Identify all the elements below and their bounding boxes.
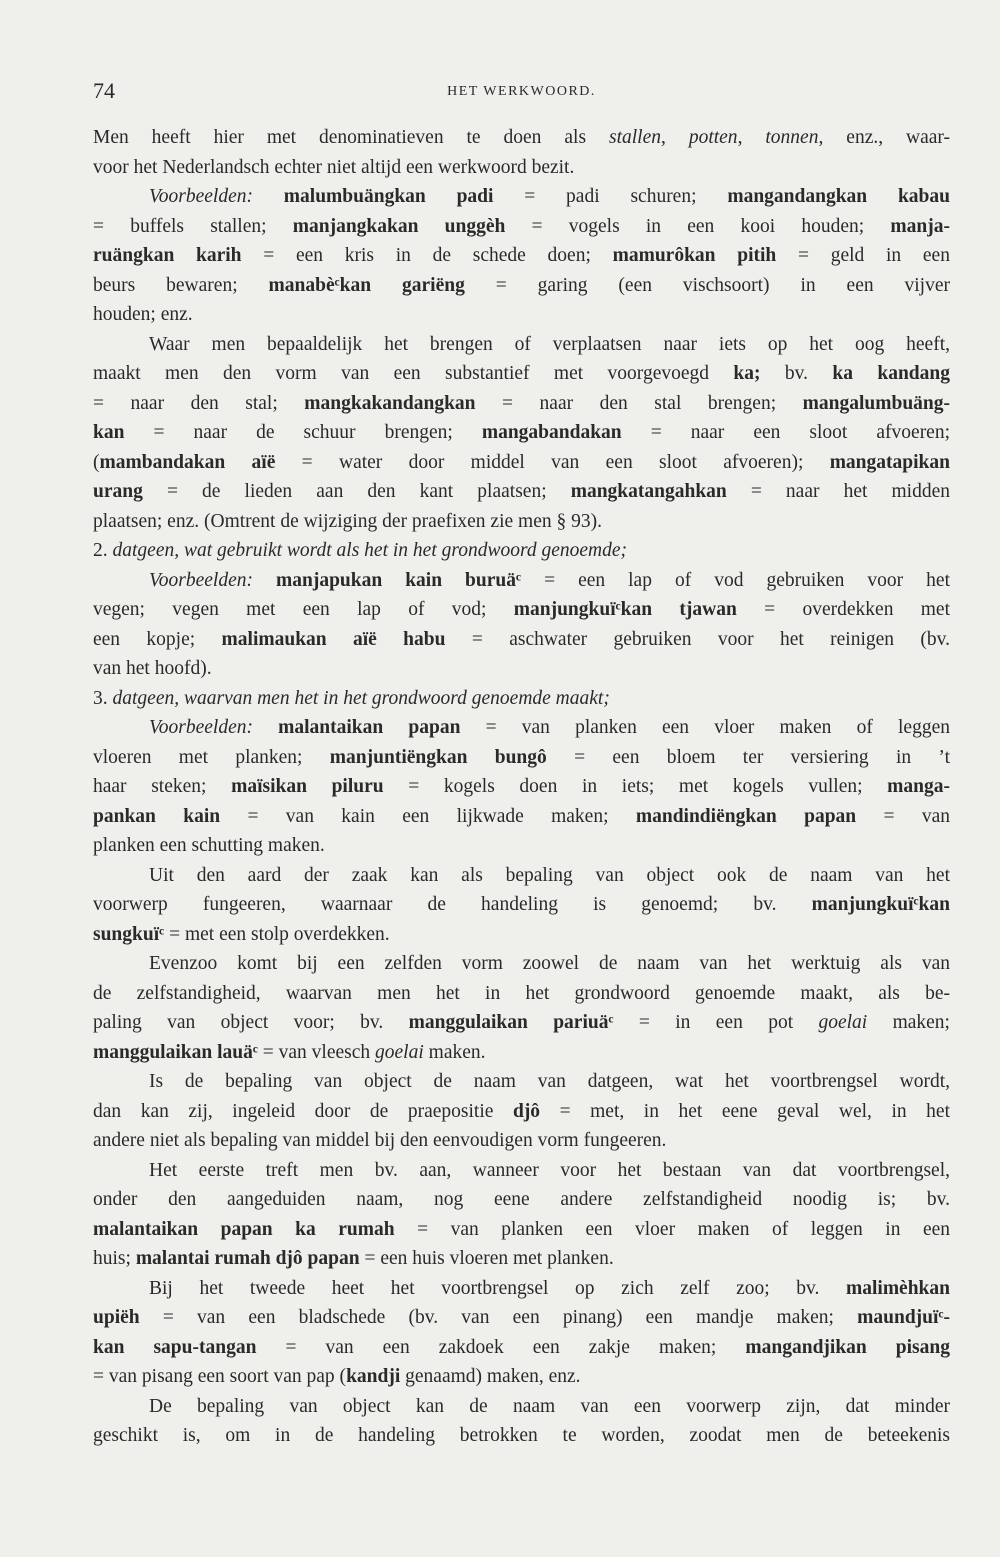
text-run: = van planken een vloer maken of leggen in een bbox=[394, 1218, 950, 1240]
malay-term: malantai rumah djô papan bbox=[135, 1248, 360, 1269]
malay-term: djô bbox=[512, 1100, 541, 1122]
malay-term: manjungkuïᶜkan tjawan bbox=[513, 599, 737, 620]
italic-text: goelai bbox=[818, 1012, 868, 1033]
text-line bbox=[93, 920, 950, 950]
text-run: maken. bbox=[423, 1041, 486, 1063]
text-run: 3. bbox=[93, 687, 113, 709]
malay-term: pankan kain bbox=[93, 805, 221, 827]
text-line bbox=[93, 1421, 950, 1451]
text-run: ( bbox=[93, 451, 100, 473]
text-run: = een kris in de schede doen; bbox=[241, 245, 613, 266]
text-line bbox=[93, 684, 950, 714]
text-run: , enz., waar- bbox=[818, 127, 950, 148]
malay-term: ruängkan karih bbox=[93, 245, 242, 266]
malay-term: mangabandakan bbox=[481, 422, 622, 443]
text-run: voorwerp fungeeren, waarnaar de handeling is genoemd; bv. bbox=[93, 894, 812, 915]
text-run: beurs bewaren; bbox=[93, 274, 269, 296]
text-run: = in een pot bbox=[613, 1012, 819, 1033]
malay-term: kan sapu-tangan bbox=[93, 1336, 257, 1358]
text-run: plaatsen; enz. (Omtrent de wijziging der praefixen zie men § 93). bbox=[93, 510, 602, 532]
text-run: = padi schuren; bbox=[493, 186, 728, 207]
malay-term: malantaikan papan ka rumah bbox=[93, 1218, 395, 1240]
text-line bbox=[93, 241, 950, 271]
text-run: = met een stolp overdekken. bbox=[164, 923, 390, 945]
text-run: = de lieden aan den kant plaatsen; bbox=[142, 481, 571, 502]
text-run: van het hoofd). bbox=[93, 658, 212, 679]
text-run: Is de bepaling van object de naam van datgeen, wat het voortbrengsel wordt, bbox=[149, 1071, 950, 1092]
malay-term: sungkuïᶜ bbox=[93, 923, 165, 945]
text-run: genaamd) maken, enz. bbox=[400, 1366, 581, 1387]
text-run: = naar het midden bbox=[726, 481, 950, 502]
text-run: = een huis vloeren met planken. bbox=[359, 1248, 614, 1269]
text-line bbox=[93, 1126, 950, 1156]
text-run: Waar men bepaaldelijk het brengen of verplaatsen naar iets op het oog heeft, bbox=[149, 333, 950, 355]
malay-term: mangalumbuäng- bbox=[802, 392, 950, 414]
text-line bbox=[93, 1038, 950, 1068]
italic-text: potten bbox=[688, 127, 738, 148]
malay-term: upiëh bbox=[93, 1307, 140, 1328]
text-line bbox=[93, 1244, 950, 1274]
text-run: bv. bbox=[760, 363, 833, 384]
italic-text: tonnen bbox=[765, 127, 819, 148]
text-run: maakt men den vorm van een substantief met voorgevoegd bbox=[93, 363, 734, 384]
malay-term: kandji bbox=[346, 1366, 401, 1387]
text-line bbox=[93, 123, 950, 153]
text-run: huis; bbox=[93, 1248, 136, 1269]
text-run bbox=[253, 717, 278, 738]
text-line bbox=[93, 359, 950, 389]
text-run: Uit den aard der zaak kan als bepaling van object ook de naam van het bbox=[149, 864, 950, 886]
text-run: = naar den stal; bbox=[93, 392, 305, 414]
text-line bbox=[93, 1008, 950, 1038]
malay-term: malumbuängkan padi bbox=[283, 186, 494, 207]
malay-term: maïsikan piluru bbox=[231, 776, 384, 797]
italic-text: Voorbeelden: bbox=[149, 569, 253, 591]
malay-term: manga- bbox=[887, 776, 950, 797]
malay-term: urang bbox=[93, 481, 143, 502]
malay-term: mangkatangahkan bbox=[570, 481, 727, 502]
text-line bbox=[93, 1392, 950, 1422]
page-number: 74 bbox=[93, 78, 115, 103]
text-run: = naar den stal brengen; bbox=[475, 392, 803, 414]
text-line bbox=[93, 448, 950, 478]
text-run: Evenzoo komt bij een zelfden vorm zoowel de naam van het werktuig als van bbox=[149, 953, 950, 974]
text-line bbox=[93, 625, 950, 655]
malay-term: mandindiëngkan papan bbox=[635, 805, 857, 827]
text-line bbox=[93, 861, 950, 891]
text-run: = naar een sloot afvoeren; bbox=[621, 422, 950, 443]
italic-text: datgeen, wat gebruikt wordt als het in het grondwoord genoemde; bbox=[112, 540, 628, 561]
italic-text: Voorbeelden: bbox=[149, 717, 253, 738]
malay-term: manggulaikan lauäᶜ bbox=[93, 1041, 258, 1063]
text-run: vegen; vegen met een lap of vod; bbox=[93, 599, 514, 620]
text-run: = water door middel van een sloot afvoeren); bbox=[275, 451, 830, 473]
text-run: = een bloem ter versiering in ’t bbox=[546, 746, 950, 768]
text-line bbox=[93, 300, 950, 330]
italic-text: Voorbeelden: bbox=[149, 186, 253, 207]
text-run: paling van object voor; bv. bbox=[93, 1012, 409, 1033]
text-run: houden; enz. bbox=[93, 304, 193, 325]
malay-term: mamurôkan pitih bbox=[612, 245, 777, 266]
text-line bbox=[93, 507, 950, 537]
malay-term: malimaukan aïë habu bbox=[221, 628, 446, 650]
text-line bbox=[93, 1215, 950, 1245]
text-run: planken een schutting maken. bbox=[93, 835, 325, 856]
malay-term: mangandjikan pisang bbox=[745, 1336, 950, 1358]
text-run: de zelfstandigheid, waarvan men het in het grondwoord genoemde maakt, als be- bbox=[93, 982, 950, 1004]
text-run: 2. bbox=[93, 540, 113, 561]
text-line bbox=[93, 389, 950, 419]
text-line bbox=[93, 212, 950, 242]
running-title: HET WERKWOORD. bbox=[447, 84, 596, 99]
text-run: haar steken; bbox=[93, 776, 232, 797]
malay-term: manjungkuïᶜkan bbox=[811, 894, 950, 915]
text-line bbox=[93, 1362, 950, 1392]
text-run: voor het Nederlandsch echter niet altijd een werkwoord bezit. bbox=[93, 156, 575, 178]
page-body bbox=[93, 123, 950, 1451]
text-run: geschikt is, om in de handeling betrokken te worden, zoodat men de beteekenis bbox=[93, 1425, 950, 1446]
text-line bbox=[93, 153, 950, 183]
text-line bbox=[93, 182, 950, 212]
text-run: = van bbox=[856, 805, 950, 827]
text-run: = overdekken met bbox=[736, 599, 950, 620]
text-line bbox=[93, 831, 950, 861]
text-line bbox=[93, 477, 950, 507]
text-line bbox=[93, 536, 950, 566]
text-run: dan kan zij, ingeleid door de praepositie bbox=[93, 1100, 513, 1122]
italic-text: stallen bbox=[608, 127, 661, 148]
text-line bbox=[93, 772, 950, 802]
text-line bbox=[93, 979, 950, 1009]
malay-term: manjuntiëngkan bungô bbox=[329, 746, 547, 768]
text-line bbox=[93, 1097, 950, 1127]
malay-term: malimèhkan bbox=[845, 1277, 950, 1299]
text-run: een kopje; bbox=[93, 628, 222, 650]
text-run: = van planken een vloer maken of leggen bbox=[460, 717, 950, 738]
text-run: = buffels stallen; bbox=[93, 215, 293, 237]
malay-term: manja- bbox=[890, 215, 950, 237]
text-line bbox=[93, 802, 950, 832]
text-line bbox=[93, 654, 950, 684]
malay-term: manjapukan kain buruäᶜ bbox=[275, 569, 522, 591]
text-line bbox=[93, 330, 950, 360]
text-run: Bij het tweede heet het voortbrengsel op zich zelf zoo; bv. bbox=[149, 1277, 846, 1299]
text-line bbox=[93, 743, 950, 773]
text-line bbox=[93, 1156, 950, 1186]
malay-term: manjangkakan unggèh bbox=[292, 215, 506, 237]
italic-text: goelai bbox=[375, 1041, 424, 1063]
text-run: = naar de schuur brengen; bbox=[124, 422, 482, 443]
text-run: = van kain een lijkwade maken; bbox=[220, 805, 636, 827]
text-line bbox=[93, 1067, 950, 1097]
text-run: vloeren met planken; bbox=[93, 746, 330, 768]
italic-text: datgeen, waarvan men het in het grondwoord genoemde maakt; bbox=[112, 687, 610, 709]
text-run: andere niet als bepaling van middel bij den eenvoudigen vorm fungeeren. bbox=[93, 1130, 667, 1151]
text-run: maken; bbox=[867, 1012, 950, 1033]
text-run: De bepaling van object kan de naam van een voorwerp zijn, dat minder bbox=[149, 1395, 950, 1417]
text-run: onder den aangeduiden naam, nog eene andere zelfstandigheid noodig is; bv. bbox=[93, 1189, 950, 1210]
text-run: Het eerste treft men bv. aan, wanneer voor het bestaan van dat voortbrengsel, bbox=[149, 1159, 950, 1181]
malay-term: maundjuïᶜ- bbox=[857, 1307, 950, 1328]
text-run: = van pisang een soort van pap ( bbox=[93, 1366, 347, 1387]
text-run: = een lap of vod gebruiken voor het bbox=[521, 569, 950, 591]
text-run: Men heeft hier met denominatieven te doen als bbox=[93, 127, 609, 148]
text-run: = geld in een bbox=[776, 245, 950, 266]
text-line bbox=[93, 949, 950, 979]
text-line bbox=[93, 1274, 950, 1304]
malay-term: malantaikan papan bbox=[278, 717, 461, 738]
text-line bbox=[93, 595, 950, 625]
text-line bbox=[93, 1185, 950, 1215]
malay-term: mangandangkan kabau bbox=[727, 186, 950, 207]
text-line bbox=[93, 418, 950, 448]
malay-term: kan bbox=[93, 422, 125, 443]
malay-term: mangatapikan bbox=[829, 451, 950, 473]
malay-term: manabèᶜkan gariëng bbox=[268, 274, 465, 296]
text-run: = van een bladschede (bv. van een pinang) een mandje maken; bbox=[139, 1307, 858, 1328]
malay-term: manggulaikan pariuäᶜ bbox=[408, 1012, 614, 1033]
text-run bbox=[253, 186, 284, 207]
text-run: = aschwater gebruiken voor het reinigen (bv. bbox=[445, 628, 950, 650]
page-header bbox=[93, 78, 950, 108]
text-run: = vogels in een kooi houden; bbox=[505, 215, 891, 237]
text-run: = kogels doen in iets; met kogels vullen; bbox=[383, 776, 888, 797]
text-run: , bbox=[737, 127, 766, 148]
malay-term: ka kandang bbox=[832, 363, 950, 384]
text-line bbox=[93, 890, 950, 920]
text-line bbox=[93, 271, 950, 301]
text-line bbox=[93, 1303, 950, 1333]
malay-term: mambandakan aïë bbox=[99, 451, 276, 473]
text-run bbox=[253, 570, 276, 591]
text-run: , bbox=[660, 127, 689, 148]
text-run: = van vleesch bbox=[257, 1041, 376, 1063]
malay-term: mangkakandangkan bbox=[304, 392, 476, 414]
text-run: = van een zakdoek een zakje maken; bbox=[256, 1336, 746, 1358]
text-line bbox=[93, 713, 950, 743]
text-line bbox=[93, 566, 950, 596]
text-run: = garing (een vischsoort) in een vijver bbox=[464, 274, 950, 296]
text-line bbox=[93, 1333, 950, 1363]
text-run: = met, in het eene geval wel, in het bbox=[540, 1100, 950, 1122]
malay-term: ka; bbox=[733, 363, 761, 384]
